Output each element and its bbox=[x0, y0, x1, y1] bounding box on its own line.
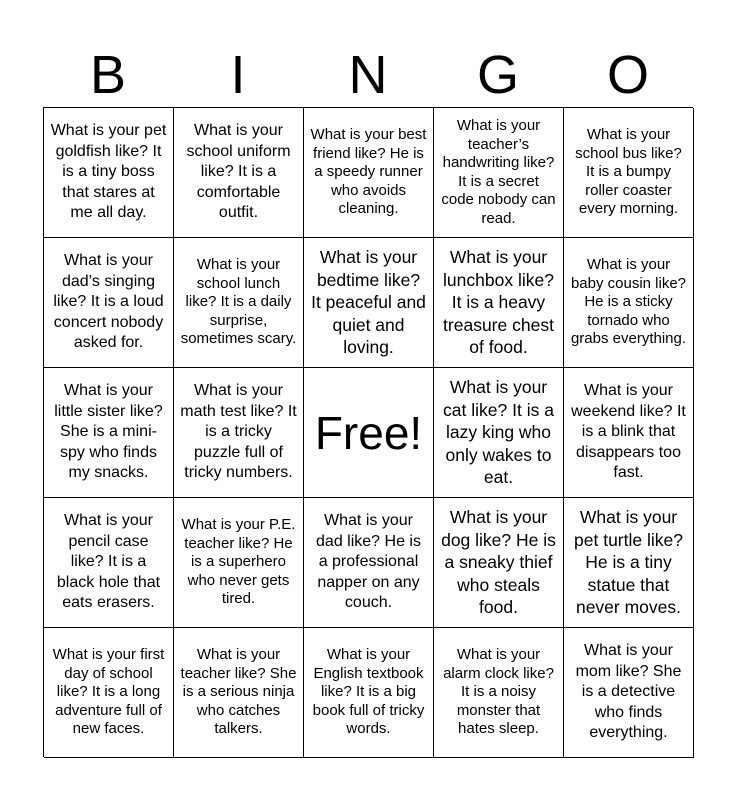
bingo-cell bbox=[304, 628, 434, 758]
bingo-cell bbox=[434, 238, 564, 368]
cell-text: What is your pet goldfish like? It is a tiny boss that stares at me all day. bbox=[50, 122, 167, 222]
header-letter-i: I bbox=[230, 45, 246, 105]
cell-text: What is your weekend like? It is a blink that disappears too fast. bbox=[571, 382, 686, 482]
bingo-cell bbox=[44, 368, 174, 498]
bingo-cell bbox=[44, 498, 174, 628]
free-space-cell bbox=[304, 368, 434, 498]
cell-text: What is your P.E. teacher like? He is a superhero who never gets tired. bbox=[181, 516, 296, 608]
bingo-cell bbox=[434, 368, 564, 498]
cell-text: What is your teacher’s handwriting like? It is a secret code nobody can read. bbox=[441, 117, 556, 227]
bingo-cell bbox=[304, 238, 434, 368]
cell-text: What is your first day of school like? It is a long adventure full of new faces. bbox=[52, 646, 165, 738]
cell-text: What is your alarm clock like? It is a noisy monster that hates sleep. bbox=[443, 646, 554, 738]
cell-text: What is your pencil case like? It is a black hole that eats erasers. bbox=[56, 512, 161, 612]
cell-text: What is your cat like? It is a lazy king who only wakes to eat. bbox=[443, 377, 554, 488]
header-letter-o: O bbox=[606, 45, 649, 105]
cell-text: What is your bedtime like? It peaceful and quiet and loving. bbox=[311, 247, 426, 358]
bingo-cell bbox=[174, 368, 304, 498]
cell-text: What is your lunchbox like? It is a heavy treasure chest of food. bbox=[443, 247, 554, 358]
cell-text: What is your school lunch like? It is a daily surprise, sometimes scary. bbox=[180, 256, 297, 348]
bingo-cell bbox=[564, 108, 694, 238]
bingo-cell bbox=[44, 238, 174, 368]
bingo-header bbox=[43, 42, 693, 108]
bingo-cell bbox=[44, 628, 174, 758]
bingo-cell bbox=[174, 628, 304, 758]
bingo-cell bbox=[564, 498, 694, 628]
bingo-cell bbox=[174, 498, 304, 628]
cell-text: What is your school bus like? It is a bumpy roller coaster every morning. bbox=[575, 126, 682, 218]
cell-text: What is your baby cousin like? He is a sticky tornado who grabs everything. bbox=[570, 256, 687, 348]
free-space-text: Free! bbox=[314, 406, 423, 459]
cell-text: What is your English textbook like? It is a big book full of tricky words. bbox=[312, 646, 425, 738]
cell-text: What is your mom like? She is a detective who finds everything. bbox=[575, 642, 682, 742]
bingo-cell bbox=[174, 238, 304, 368]
cell-text: What is your teacher like? She is a serious ninja who catches talkers. bbox=[180, 646, 297, 738]
bingo-cell bbox=[564, 628, 694, 758]
bingo-cell bbox=[434, 108, 564, 238]
bingo-card bbox=[43, 107, 693, 757]
bingo-cell bbox=[44, 108, 174, 238]
cell-text: What is your dad’s singing like? It is a loud concert nobody asked for. bbox=[53, 252, 164, 352]
bingo-cell bbox=[174, 108, 304, 238]
bingo-cell bbox=[564, 238, 694, 368]
cell-text: What is your school uniform like? It is a comfortable outfit. bbox=[186, 122, 291, 222]
bingo-cell bbox=[564, 368, 694, 498]
bingo-cell bbox=[434, 498, 564, 628]
header-letter-b: B bbox=[89, 45, 127, 105]
cell-text: What is your dad like? He is a professional napper on any couch. bbox=[316, 512, 421, 612]
header-letter-g: G bbox=[476, 45, 519, 105]
header-letter-n: N bbox=[348, 45, 388, 105]
cell-text: What is your dog like? He is a sneaky thief who steals food. bbox=[441, 507, 556, 618]
cell-text: What is your little sister like? She is a mini-spy who finds my snacks. bbox=[54, 382, 163, 482]
bingo-cell bbox=[304, 108, 434, 238]
cell-text: What is your math test like? It is a tricky puzzle full of tricky numbers. bbox=[180, 382, 297, 482]
bingo-cell bbox=[434, 628, 564, 758]
bingo-cell bbox=[304, 498, 434, 628]
cell-text: What is your best friend like? He is a speedy runner who avoids cleaning. bbox=[310, 126, 427, 218]
cell-text: What is your pet turtle like? He is a tiny statue that never moves. bbox=[574, 507, 683, 618]
